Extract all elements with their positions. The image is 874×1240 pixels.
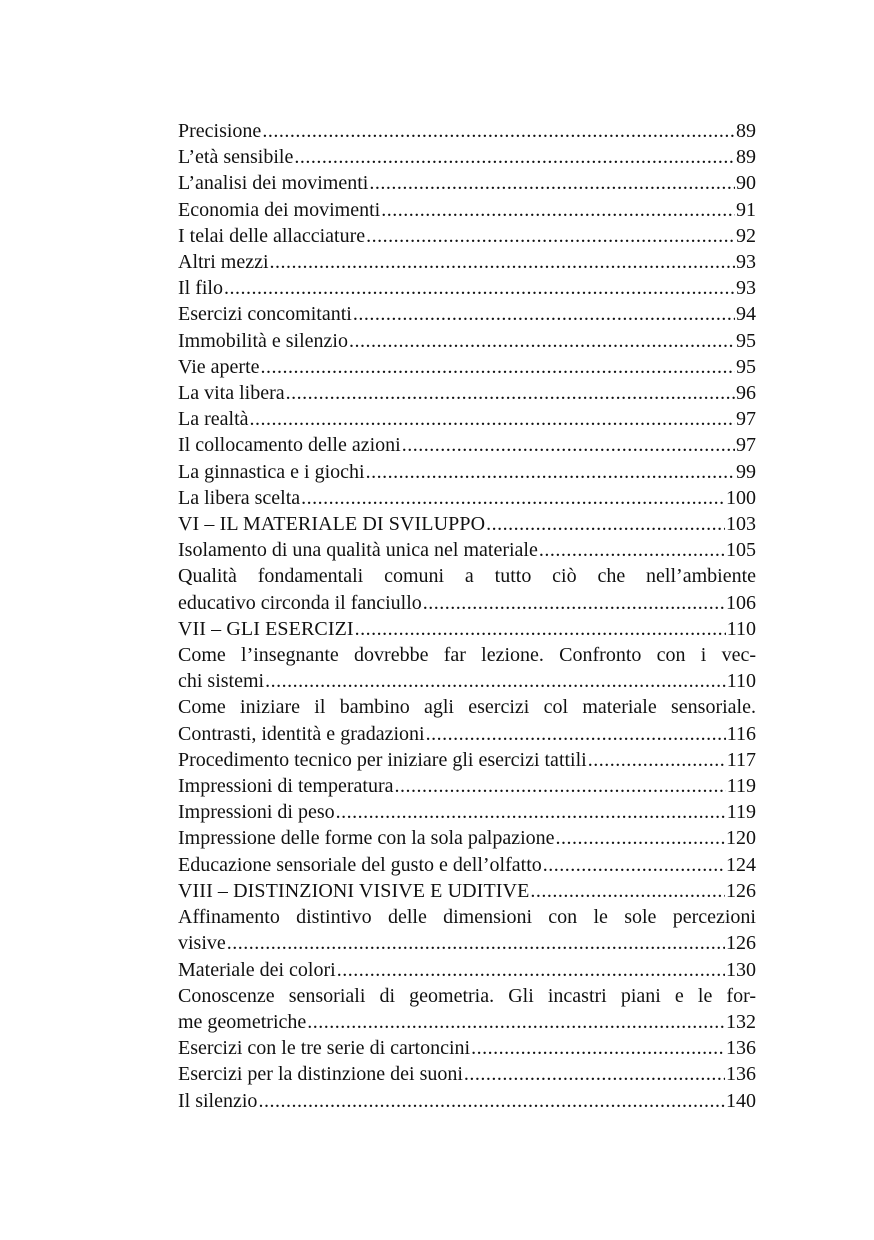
toc-entry-title: I telai delle allacciature bbox=[178, 224, 366, 247]
toc-entry-title: Esercizi concomitanti bbox=[178, 303, 352, 326]
toc-entry-title: Educazione sensoriale del gusto e dell’olfatto bbox=[178, 853, 542, 876]
toc-entry-title: La libera scelta bbox=[178, 486, 301, 509]
toc-page-number: 110 bbox=[726, 670, 756, 693]
dot-leader bbox=[530, 878, 725, 904]
toc-entry bbox=[178, 328, 756, 354]
toc-page-number: 95 bbox=[736, 355, 756, 378]
toc-page-number: 99 bbox=[736, 460, 756, 483]
toc-page-number: 97 bbox=[736, 434, 756, 457]
toc-entry-title: Immobilità e silenzio bbox=[178, 329, 348, 352]
toc-page-number: 93 bbox=[736, 251, 756, 274]
toc-entry bbox=[178, 590, 756, 616]
toc-entry bbox=[178, 1035, 756, 1061]
dot-leader bbox=[353, 301, 735, 327]
toc-entry bbox=[178, 380, 756, 406]
dot-leader bbox=[307, 1009, 725, 1035]
toc-entry-title: Economia dei movimenti bbox=[178, 198, 381, 221]
dot-leader bbox=[349, 328, 735, 354]
dot-leader bbox=[261, 354, 735, 380]
toc-page-number: 130 bbox=[726, 958, 756, 981]
toc-entry-title: Esercizi per la distinzione dei suoni bbox=[178, 1063, 463, 1086]
dot-leader bbox=[369, 170, 735, 196]
toc-entry bbox=[178, 301, 756, 327]
toc-chapter-title: VI – IL MATERIALE DI SVILUPPO bbox=[178, 513, 486, 536]
toc-page-number: 105 bbox=[726, 539, 756, 562]
toc-entry-title: Materiale dei colori bbox=[178, 958, 336, 981]
toc-entry-title: Il silenzio bbox=[178, 1089, 258, 1112]
dot-leader bbox=[543, 852, 725, 878]
dot-leader bbox=[471, 1035, 725, 1061]
toc-entry-title: Impressioni di peso bbox=[178, 801, 335, 824]
toc-page-number: 97 bbox=[736, 408, 756, 431]
dot-leader bbox=[556, 825, 725, 851]
dot-leader bbox=[265, 668, 726, 694]
dot-leader bbox=[336, 799, 726, 825]
toc-entry bbox=[178, 957, 756, 983]
toc-page-number: 106 bbox=[726, 591, 756, 614]
dot-leader bbox=[366, 459, 735, 485]
dot-leader bbox=[227, 930, 725, 956]
toc-entry bbox=[178, 668, 756, 694]
toc-entry bbox=[178, 485, 756, 511]
dot-leader bbox=[224, 275, 735, 301]
dot-leader bbox=[337, 957, 725, 983]
toc-entry-lead-line: Come iniziare il bambino agli esercizi col materiale sensoriale. bbox=[178, 696, 756, 719]
toc-page-number: 96 bbox=[736, 382, 756, 405]
toc-entry-title: Contrasti, identità e gradazioni bbox=[178, 722, 425, 745]
dot-leader bbox=[250, 406, 736, 432]
toc-entry-lead-line: Come l’insegnante dovrebbe far lezione. Confronto con i vec- bbox=[178, 644, 756, 667]
toc-entry-title: me geometriche bbox=[178, 1010, 307, 1033]
toc-page-number: 120 bbox=[726, 827, 756, 850]
toc-entry bbox=[178, 852, 756, 878]
dot-leader bbox=[381, 197, 735, 223]
toc-chapter-heading bbox=[178, 616, 756, 642]
toc-chapter-title: VIII – DISTINZIONI VISIVE E UDITIVE bbox=[178, 879, 530, 902]
toc-entry bbox=[178, 459, 756, 485]
toc-page-number: 92 bbox=[736, 224, 756, 247]
toc-entry-title: Vie aperte bbox=[178, 355, 260, 378]
toc-entry-title: La vita libera bbox=[178, 382, 285, 405]
toc-chapter-title: VII – GLI ESERCIZI bbox=[178, 617, 354, 640]
toc-page-number: 119 bbox=[726, 801, 756, 824]
dot-leader bbox=[294, 144, 735, 170]
toc-entry-title: Impressioni di temperatura bbox=[178, 775, 394, 798]
dot-leader bbox=[270, 249, 735, 275]
dot-leader bbox=[258, 1088, 725, 1114]
table-of-contents bbox=[178, 118, 756, 1114]
toc-entry-title: chi sistemi bbox=[178, 670, 265, 693]
toc-entry bbox=[178, 799, 756, 825]
toc-entry bbox=[178, 275, 756, 301]
toc-entry-title: Esercizi con le tre serie di cartoncini bbox=[178, 1037, 471, 1060]
toc-page-number: 132 bbox=[726, 1010, 756, 1033]
toc-page-number: 140 bbox=[726, 1089, 756, 1112]
toc-entry bbox=[178, 1088, 756, 1114]
toc-entry-title: Procedimento tecnico per iniziare gli esercizi tattili bbox=[178, 748, 587, 771]
dot-leader bbox=[588, 747, 726, 773]
toc-entry-lead-line: Affinamento distintivo delle dimensioni con le sole percezioni bbox=[178, 906, 756, 929]
toc-page-number: 95 bbox=[736, 329, 756, 352]
toc-page-number: 110 bbox=[726, 617, 756, 640]
dot-leader bbox=[395, 773, 726, 799]
toc-entry bbox=[178, 170, 756, 196]
toc-page-number: 116 bbox=[726, 722, 756, 745]
dot-leader bbox=[286, 380, 735, 406]
toc-entry-title: La ginnastica e i giochi bbox=[178, 460, 365, 483]
toc-entry-title: L’età sensibile bbox=[178, 146, 294, 169]
dot-leader bbox=[262, 118, 735, 144]
toc-page-number: 91 bbox=[736, 198, 756, 221]
dot-leader bbox=[366, 223, 735, 249]
toc-entry bbox=[178, 825, 756, 851]
dot-leader bbox=[539, 537, 725, 563]
toc-entry-title: Altri mezzi bbox=[178, 251, 269, 274]
toc-entry bbox=[178, 249, 756, 275]
toc-page-number: 94 bbox=[736, 303, 756, 326]
toc-page-number: 90 bbox=[736, 172, 756, 195]
toc-entry-title: Il filo bbox=[178, 277, 223, 300]
dot-leader bbox=[486, 511, 725, 537]
toc-entry-title: educativo circonda il fanciullo bbox=[178, 591, 422, 614]
toc-page-number: 124 bbox=[726, 853, 756, 876]
toc-page-number: 126 bbox=[726, 879, 756, 902]
dot-leader bbox=[423, 590, 725, 616]
toc-entry bbox=[178, 1009, 756, 1035]
toc-entry-title: Il collocamento delle azioni bbox=[178, 434, 401, 457]
dot-leader bbox=[426, 721, 726, 747]
toc-page-number: 89 bbox=[736, 120, 756, 142]
toc-entry bbox=[178, 432, 756, 458]
toc-entry bbox=[178, 930, 756, 956]
toc-entry-title: Isolamento di una qualità unica nel materiale bbox=[178, 539, 538, 562]
toc-entry-title: Impressione delle forme con la sola palpazione bbox=[178, 827, 555, 850]
toc-page-number: 126 bbox=[726, 932, 756, 955]
toc-entry-title: visive bbox=[178, 932, 226, 955]
toc-entry-title: Precisione bbox=[178, 120, 262, 142]
dot-leader bbox=[402, 432, 735, 458]
dot-leader bbox=[464, 1061, 725, 1087]
toc-entry-title: L’analisi dei movimenti bbox=[178, 172, 369, 195]
toc-page-number: 100 bbox=[726, 486, 756, 509]
toc-entry bbox=[178, 223, 756, 249]
toc-chapter-heading bbox=[178, 878, 756, 904]
toc-page-number: 93 bbox=[736, 277, 756, 300]
toc-entry bbox=[178, 118, 756, 144]
toc-page-number: 103 bbox=[726, 513, 756, 536]
toc-entry bbox=[178, 773, 756, 799]
toc-entry-title: La realtà bbox=[178, 408, 249, 431]
toc-entry bbox=[178, 747, 756, 773]
toc-entry bbox=[178, 537, 756, 563]
toc-page-number: 117 bbox=[726, 748, 756, 771]
toc-page-number: 136 bbox=[726, 1063, 756, 1086]
toc-entry bbox=[178, 721, 756, 747]
toc-entry bbox=[178, 197, 756, 223]
toc-entry bbox=[178, 354, 756, 380]
toc-page-number: 89 bbox=[736, 146, 756, 169]
toc-page-number: 119 bbox=[726, 775, 756, 798]
toc-entry bbox=[178, 406, 756, 432]
toc-page-number: 136 bbox=[726, 1037, 756, 1060]
toc-chapter-heading bbox=[178, 511, 756, 537]
toc-entry bbox=[178, 144, 756, 170]
toc-entry-lead-line: Conoscenze sensoriali di geometria. Gli incastri piani e le for- bbox=[178, 984, 756, 1007]
toc-entry bbox=[178, 1061, 756, 1087]
dot-leader bbox=[301, 485, 725, 511]
dot-leader bbox=[355, 616, 726, 642]
toc-entry-lead-line: Qualità fondamentali comuni a tutto ciò che nell’ambiente bbox=[178, 565, 756, 588]
